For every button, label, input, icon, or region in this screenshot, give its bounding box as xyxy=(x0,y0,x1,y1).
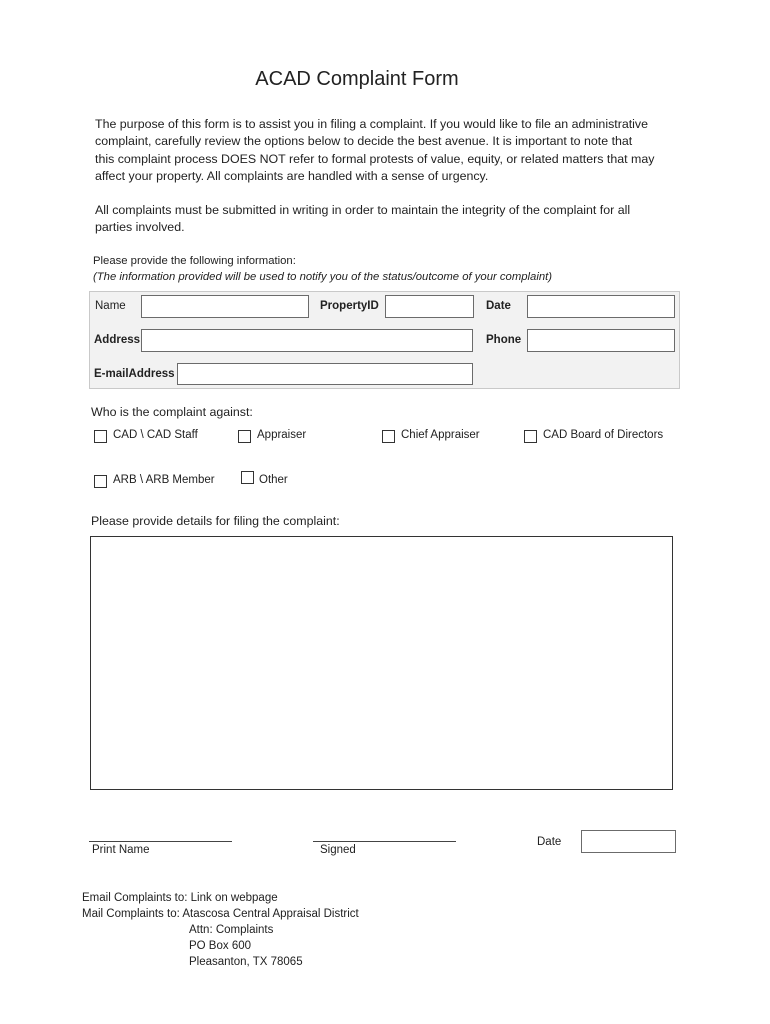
mail-address-line: Attn: Complaints xyxy=(189,924,274,936)
name-field[interactable] xyxy=(141,295,309,318)
complaint-against-prompt: Who is the complaint against: xyxy=(91,405,253,419)
address-field[interactable] xyxy=(141,329,473,352)
cad-board-label: CAD Board of Directors xyxy=(543,429,664,441)
other-checkbox[interactable] xyxy=(241,471,254,484)
writing-note-line: parties involved. xyxy=(95,220,185,235)
phone-field[interactable] xyxy=(527,329,675,352)
date-label: Date xyxy=(486,300,511,312)
signature-date-field[interactable] xyxy=(581,830,676,853)
mail-complaints-line: Mail Complaints to: Atascosa Central Appraisal District xyxy=(82,908,359,920)
date-field[interactable] xyxy=(527,295,675,318)
cad-staff-label: CAD \ CAD Staff xyxy=(113,429,198,441)
appraiser-checkbox[interactable] xyxy=(238,430,251,443)
intro-line: affect your property. All complaints are handled with a sense of urgency. xyxy=(95,168,489,183)
other-label: Other xyxy=(259,474,288,486)
cad-board-checkbox[interactable] xyxy=(524,430,537,443)
print-name-line[interactable] xyxy=(89,841,232,842)
cad-staff-checkbox[interactable] xyxy=(94,430,107,443)
appraiser-label: Appraiser xyxy=(257,429,307,441)
email-field[interactable] xyxy=(177,363,473,385)
propertyid-field[interactable] xyxy=(385,295,474,318)
intro-paragraph xyxy=(95,116,685,185)
arb-member-checkbox[interactable] xyxy=(94,475,107,488)
page-title: ACAD Complaint Form xyxy=(255,68,459,90)
address-label: Address xyxy=(94,334,141,346)
info-prompt: Please provide the following information: xyxy=(93,255,296,267)
writing-note-paragraph xyxy=(95,202,685,237)
email-label: E-mailAddress xyxy=(94,368,175,380)
writing-note-line: All complaints must be submitted in writing in order to maintain the integrity of the complaint for all xyxy=(95,203,631,217)
intro-line: complaint, carefully review the options below to decide the best avenue. It is important to note that xyxy=(95,134,633,149)
details-prompt: Please provide details for filing the complaint: xyxy=(91,514,340,528)
signature-date-label: Date xyxy=(537,836,562,848)
propertyid-label: PropertyID xyxy=(320,300,379,312)
mail-address-line: Pleasanton, TX 78065 xyxy=(189,956,303,968)
details-textarea[interactable] xyxy=(90,536,673,790)
mail-address-line: PO Box 600 xyxy=(189,940,252,952)
signed-line[interactable] xyxy=(313,841,456,842)
intro-line: this complaint process DOES NOT refer to formal protests of value, equity, or related matters that may xyxy=(95,151,655,166)
print-name-label: Print Name xyxy=(92,844,150,856)
info-note: (The information provided will be used to notify you of the status/outcome of your complaint) xyxy=(93,271,553,283)
phone-label: Phone xyxy=(486,334,522,346)
name-label: Name xyxy=(95,300,126,312)
intro-line: The purpose of this form is to assist you in filing a complaint. If you would like to file an administrative xyxy=(95,117,649,131)
signed-label: Signed xyxy=(320,844,356,856)
email-complaints-line: Email Complaints to: Link on webpage xyxy=(82,892,278,904)
arb-member-label: ARB \ ARB Member xyxy=(113,474,215,486)
chief-appraiser-checkbox[interactable] xyxy=(382,430,395,443)
chief-appraiser-label: Chief Appraiser xyxy=(401,429,480,441)
